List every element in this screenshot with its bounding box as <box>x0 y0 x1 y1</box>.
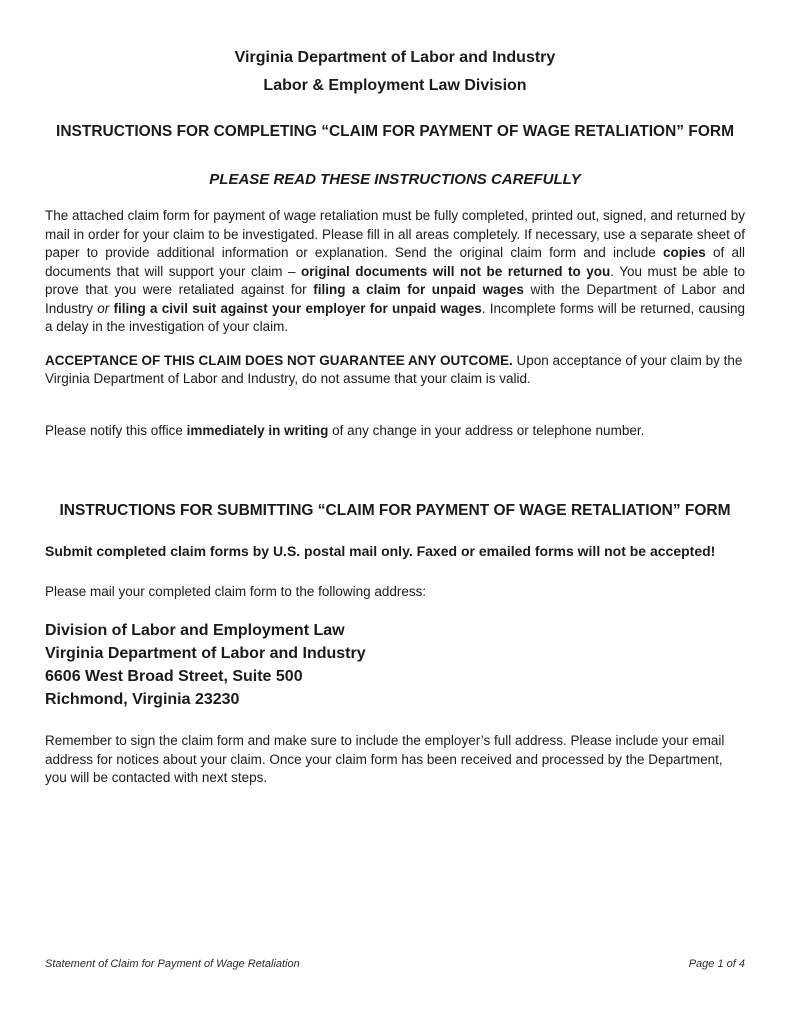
footer-document-title: Statement of Claim for Payment of Wage Retaliation <box>45 958 300 970</box>
intro-paragraph: The attached claim form for payment of wage retaliation must be fully completed, printed out, signed, and returned by mail in order for your claim to be investigated. Please fill in all areas completely. If necessary, use a separate sheet of paper to provide additional information or explanation. Send the original claim form and include copies of all documents that will support your claim – original documents will not be returned to you. You must be able to prove that you were retaliated against for filing a claim for unpaid wages with the Department of Labor and Industry or filing a civil suit against your employer for unpaid wages. Incomplete forms will be returned, causing a delay in the investigation of your claim. <box>45 208 746 334</box>
document-content <box>0 44 791 788</box>
address-line-street: 6606 West Broad Street, Suite 500 <box>45 668 303 685</box>
submitting-instructions-heading: INSTRUCTIONS FOR SUBMITTING “CLAIM FOR PAYMENT OF WAGE RETALIATION” FORM <box>59 502 731 519</box>
org-name-line-1: Virginia Department of Labor and Industry <box>234 49 556 66</box>
postal-mail-notice: Submit completed claim forms by U.S. postal mail only. Faxed or emailed forms will not be accepted! <box>45 543 716 559</box>
completing-instructions-heading: INSTRUCTIONS FOR COMPLETING “CLAIM FOR PAYMENT OF WAGE RETALIATION” FORM <box>56 123 734 140</box>
address-line-division: Division of Labor and Employment Law <box>45 622 345 639</box>
mailing-address-block <box>45 619 745 711</box>
document-footer <box>45 958 745 970</box>
notify-paragraph: Please notify this office immediately in writing of any change in your address or telephone number. <box>45 422 645 438</box>
address-line-department: Virginia Department of Labor and Industry <box>45 645 366 662</box>
acceptance-paragraph: ACCEPTANCE OF THIS CLAIM DOES NOT GUARANTEE ANY OUTCOME. Upon acceptance of your claim by the Virginia Department of Labor and Industry, do not assume that your claim is valid. <box>45 352 743 386</box>
read-carefully-subheading: PLEASE READ THESE INSTRUCTIONS CAREFULLY <box>209 171 581 188</box>
document-header <box>45 44 745 100</box>
address-line-city: Richmond, Virginia 23230 <box>45 691 240 708</box>
mailing-address-intro: Please mail your completed claim form to the following address: <box>45 584 427 599</box>
footer-page-number: Page 1 of 4 <box>688 958 745 970</box>
org-name-line-2: Labor & Employment Law Division <box>263 77 527 94</box>
reminder-paragraph: Remember to sign the claim form and make sure to include the employer’s full address. Please include your email address for notices about your claim. Once your claim form has been received and processed by the Department, you will be contacted with next steps. <box>45 733 725 785</box>
